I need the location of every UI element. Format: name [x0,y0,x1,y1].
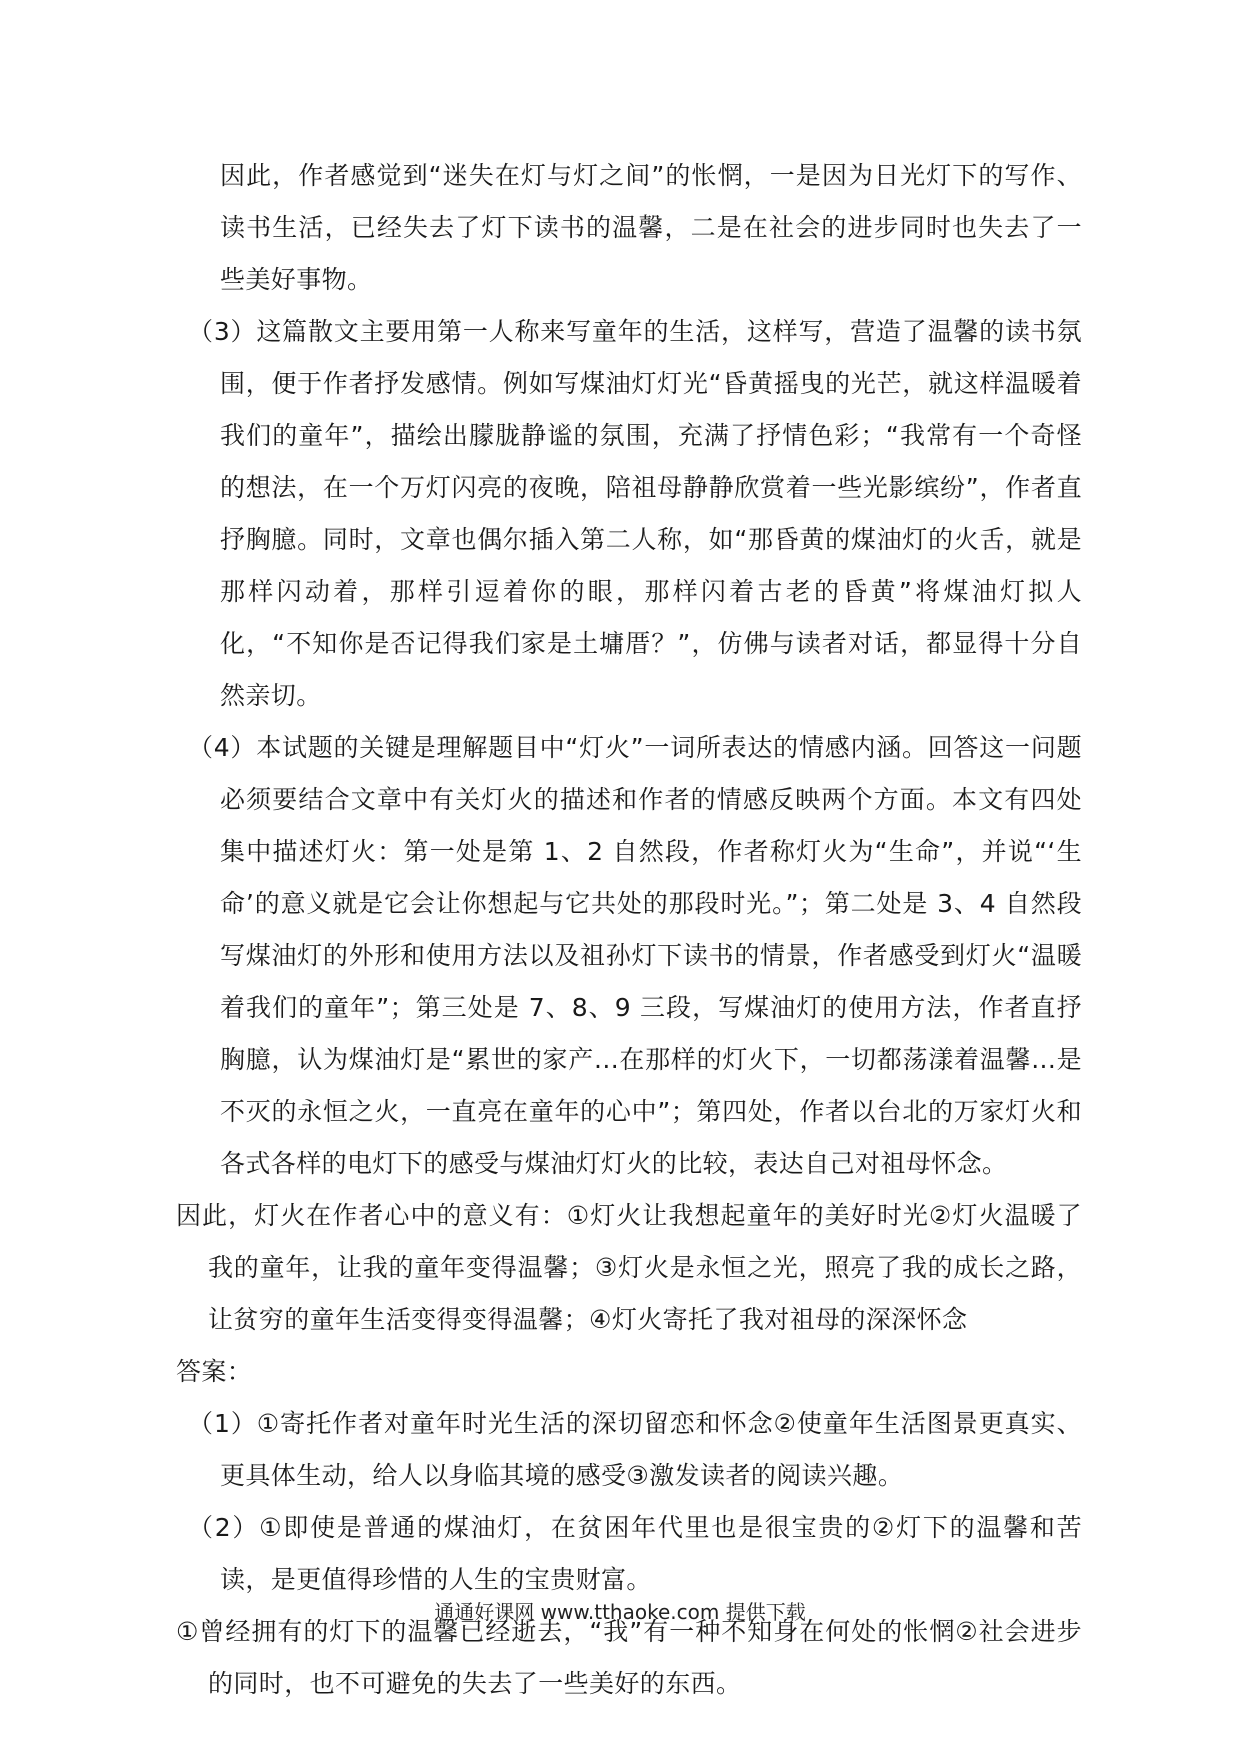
paragraph-conclusion-2: 因此，作者感觉到“迷失在灯与灯之间”的怅惘，一是因为日光灯下的写作、读书生活，已经失去了灯下读书的温馨，二是在社会的进步同时也失去了一些美好事物。 [220,161,1082,294]
document-body [176,150,1082,1710]
paragraph-answer-analysis-4: （4）本试题的关键是理解题目中“灯火”一词所表达的情感内涵。回答这一问题必须要结合文章中有关灯火的描述和作者的情感反映两个方面。本文有四处集中描述灯火：第一处是第 1、2 自然段，作者称灯火为“生命”，并说“‘生命’的意义就是它会让你想起与它共处的那段时光。”；第二处是 3、4 自然段写煤油灯的外形和使用方法以及祖孙灯下读书的情景，作者感受到灯火“温暖着我们的童年”；第三处是 7、8、9 三段，写煤油灯的使用方法，作者直抒胸臆，认为煤油灯是“累世的家产...在那样的灯火下，一切都荡漾着温馨...是不灭的永恒之火，一直亮在童年的心中”；第四处，作者以台北的万家灯火和各式各样的电灯下的感受与煤油灯灯火的比较，表达自己对祖母怀念。 [188,733,1082,1178]
answer-item-2: （2）①即使是普通的煤油灯，在贫困年代里也是很宝贵的②灯下的温馨和苦读，是更值得珍惜的人生的宝贵财富。 [188,1513,1082,1594]
paragraph-meaning-of-lamplight: 因此，灯火在作者心中的意义有：①灯火让我想起童年的美好时光②灯火温暖了我的童年，让我的童年变得温馨；③灯火是永恒之光，照亮了我的成长之路，让贫穷的童年生活变得变得温馨；④灯火寄托了我对祖母的深深怀念 [176,1201,1082,1334]
paragraph-answer-analysis-3: （3）这篇散文主要用第一人称来写童年的生活，这样写，营造了温馨的读书氛围，便于作者抒发感情。例如写煤油灯灯光“昏黄摇曳的光芒，就这样温暖着我们的童年”，描绘出朦胧静谧的氛围，充满了抒情色彩；“我常有一个奇怪的想法，在一个万灯闪亮的夜晚，陪祖母静静欣赏着一些光影缤纷”，作者直抒胸臆。同时，文章也偶尔插入第二人称，如“那昏黄的煤油灯的火舌，就是那样闪动着，那样引逗着你的眼，那样闪着古老的昏黄”将煤油灯拟人化，“不知你是否记得我们家是土墉厝？”，仿佛与读者对话，都显得十分自然亲切。 [188,317,1082,710]
answer-item-1: （1）①寄托作者对童年时光生活的深切留恋和怀念②使童年生活图景更真实、更具体生动，给人以身临其境的感受③激发读者的阅读兴趣。 [188,1409,1082,1490]
answer-heading: 答案： [176,1357,253,1386]
answer-item-2-continued: ①曾经拥有的灯下的温馨已经逝去，“我”有一种不知身在何处的怅惘②社会进步的同时，也不可避免的失去了一些美好的东西。 [176,1617,1082,1698]
page-footer: 通通好课网 www.tthaoke.com 提供下载 [434,1600,806,1624]
